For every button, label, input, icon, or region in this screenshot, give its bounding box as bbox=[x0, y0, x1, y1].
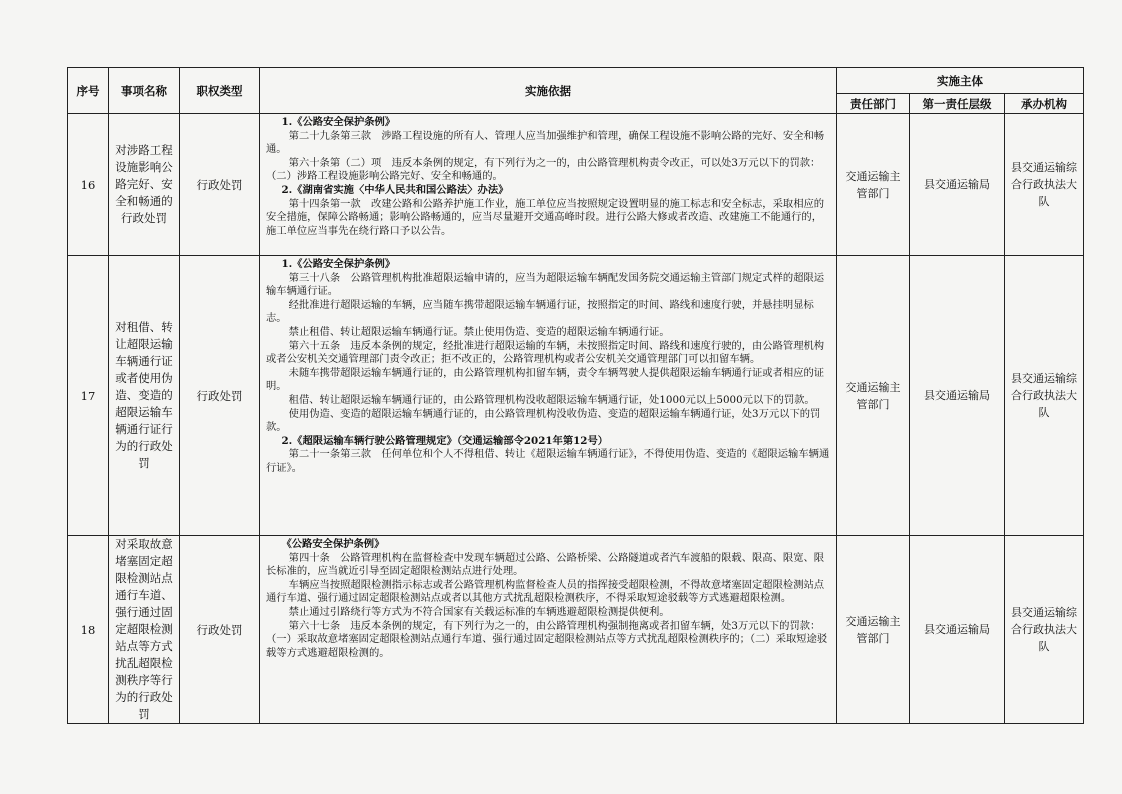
power-type: 行政处罚 bbox=[180, 114, 260, 256]
responsible-dept: 交通运输主管部门 bbox=[837, 114, 910, 256]
basis-paragraph: 第六十五条 违反本条例的规定，经批准进行超限运输的车辆，未按照指定时间、路线和速度行驶的，由公路管理机构或者公安机关交通管理部门责令改正；拒不改正的，公路管理机构或者公安机关交通管理部门可以扣留车辆。 bbox=[266, 339, 825, 366]
table-row bbox=[68, 256, 1084, 536]
item-name: 对租借、转让超限运输车辆通行证或者使用伪造、变造的超限运输车辆通行证行为的行政处罚 bbox=[109, 256, 180, 536]
basis-law-title: 2.《超限运输车辆行驶公路管理规定》（交通运输部令2021年第12号） bbox=[281, 434, 609, 447]
power-type: 行政处罚 bbox=[180, 256, 260, 536]
basis-paragraph: 第二十一条第三款 任何单位和个人不得租借、转让《超限运输车辆通行证》，不得使用伪造、变造的《超限运输车辆通行证》。 bbox=[266, 448, 830, 474]
power-type: 行政处罚 bbox=[180, 536, 260, 724]
header-no: 序号 bbox=[68, 68, 109, 114]
table-row bbox=[68, 536, 1084, 724]
basis-law-title: 2.《湖南省实施〈中华人民共和国公路法〉办法》 bbox=[281, 183, 509, 196]
header-power-type: 职权类型 bbox=[180, 68, 260, 114]
basis-paragraph: 第六十条第（二）项 违反本条例的规定，有下列行为之一的，由公路管理机构责令改正，可以处3万元以下的罚款：（二）涉路工程设施影响公路完好、安全和畅通的。 bbox=[266, 156, 821, 183]
row-number: 16 bbox=[68, 114, 109, 256]
basis-paragraph: 第二十九条第三款 涉路工程设施的所有人、管理人应当加强维护和管理，确保工程设施不影响公路的完好、安全和畅通。 bbox=[266, 129, 825, 156]
basis-law-title: 1.《公路安全保护条例》 bbox=[281, 116, 396, 128]
basis-paragraph: 第十四条第一款 改建公路和公路养护施工作业，施工单位应当按照规定设置明显的施工标志和安全标志，采取相应的安全措施，保障公路畅通；影响公路畅通的，应当尽量避开交通高峰时段。进行公路大修或者改造、改建施工不能通行的，施工单位应当事先在绕行路口予以公告。 bbox=[266, 197, 825, 237]
enforcement-table bbox=[67, 67, 1084, 724]
basis-paragraph: 租借、转让超限运输车辆通行证的，由公路管理机构没收超限运输车辆通行证，处1000元以上5000元以下的罚款。 bbox=[288, 393, 815, 406]
table-row bbox=[68, 114, 1084, 256]
header-subject: 实施主体 bbox=[837, 68, 1084, 94]
header-item-name: 事项名称 bbox=[109, 68, 180, 114]
basis-paragraph: 第四十条 公路管理机构在监督检查中发现车辆超过公路、公路桥梁、公路隧道或者汽车渡船的限载、限高、限宽、限长标准的，应当就近引导至固定超限检测站点进行处理。 bbox=[266, 551, 825, 578]
basis-paragraph: 未随车携带超限运输车辆通行证的，由公路管理机构扣留车辆，责令车辆驾驶人提供超限运输车辆通行证或者相应的证明。 bbox=[266, 366, 825, 393]
item-name: 对采取故意堵塞固定超限检测站点通行车道、强行通过固定超限检测站点等方式扰乱超限检测秩序等行为的行政处罚 bbox=[109, 536, 180, 724]
first-responsibility-level: 县交通运输局 bbox=[910, 114, 1005, 256]
responsible-dept: 交通运输主管部门 bbox=[837, 536, 910, 724]
row-number: 18 bbox=[68, 536, 109, 724]
executing-agency: 县交通运输综合行政执法大队 bbox=[1005, 536, 1084, 724]
header-basis: 实施依据 bbox=[260, 68, 837, 114]
basis-paragraph: 第六十七条 违反本条例的规定，有下列行为之一的，由公路管理机构强制拖离或者扣留车辆，处3万元以下的罚款：（一）采取故意堵塞固定超限检测站点通行车道、强行通过固定超限检测站点等方式扰乱超限检测秩序的；（二）采取短途驳载等方式逃避超限检测的。 bbox=[266, 619, 828, 659]
header-dept: 责任部门 bbox=[837, 94, 910, 114]
row-number: 17 bbox=[68, 256, 109, 536]
responsible-dept: 交通运输主管部门 bbox=[837, 256, 910, 536]
basis-paragraph: 经批准进行超限运输的车辆，应当随车携带超限运输车辆通行证，按照指定的时间、路线和速度行驶，并悬挂明显标志。 bbox=[266, 298, 814, 325]
legal-basis bbox=[260, 256, 837, 536]
basis-paragraph: 禁止租借、转让超限运输车辆通行证。禁止使用伪造、变造的超限运输车辆通行证。 bbox=[288, 325, 670, 338]
header-layer: 第一责任层级 bbox=[910, 94, 1005, 114]
header-org: 承办机构 bbox=[1005, 94, 1084, 114]
executing-agency: 县交通运输综合行政执法大队 bbox=[1005, 114, 1084, 256]
first-responsibility-level: 县交通运输局 bbox=[910, 256, 1005, 536]
basis-paragraph: 禁止通过引路绕行等方式为不符合国家有关载运标准的车辆逃避超限检测提供便利。 bbox=[288, 605, 670, 618]
legal-basis bbox=[260, 114, 837, 256]
basis-paragraph: 第三十八条 公路管理机构批准超限运输申请的，应当为超限运输车辆配发国务院交通运输主管部门规定式样的超限运输车辆通行证。 bbox=[266, 271, 825, 298]
executing-agency: 县交通运输综合行政执法大队 bbox=[1005, 256, 1084, 536]
item-name: 对涉路工程设施影响公路完好、安全和畅通的行政处罚 bbox=[109, 114, 180, 256]
basis-law-title: 《公路安全保护条例》 bbox=[281, 538, 385, 550]
basis-law-title: 1.《公路安全保护条例》 bbox=[281, 258, 396, 270]
legal-basis bbox=[260, 536, 837, 724]
first-responsibility-level: 县交通运输局 bbox=[910, 536, 1005, 724]
basis-paragraph: 使用伪造、变造的超限运输车辆通行证的，由公路管理机构没收伪造、变造的超限运输车辆通行证，处3万元以下的罚款。 bbox=[266, 407, 821, 434]
basis-paragraph: 车辆应当按照超限检测指示标志或者公路管理机构监督检查人员的指挥接受超限检测，不得故意堵塞固定超限检测站点通行车道、强行通过固定超限检测站点或者以其他方式扰乱超限检测秩序，不得采取短途驳载等方式逃避超限检测。 bbox=[266, 578, 825, 605]
